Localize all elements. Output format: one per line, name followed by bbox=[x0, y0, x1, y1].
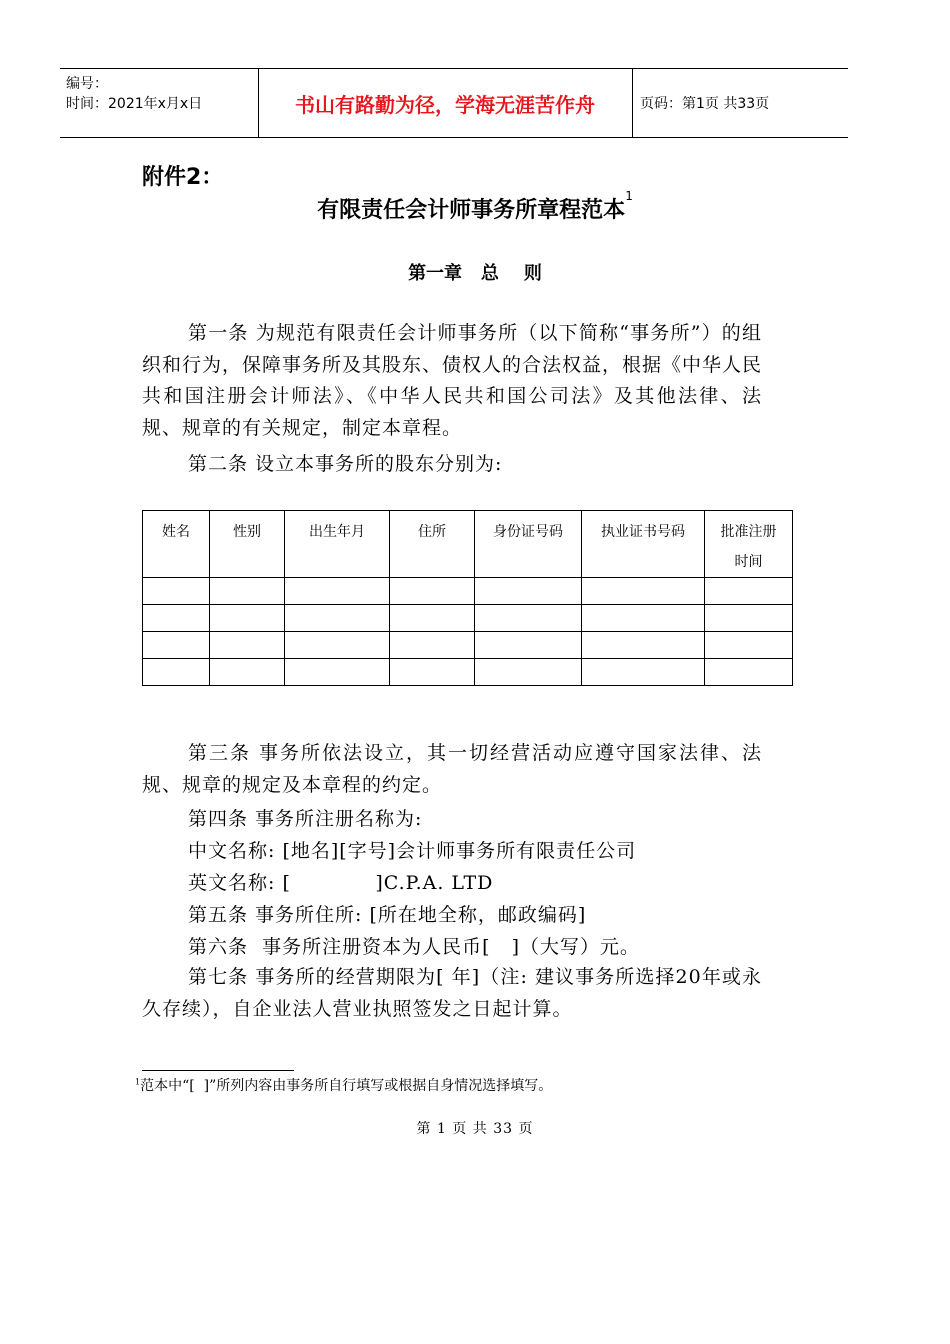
date-label: 时间：2021年x月x日 bbox=[66, 96, 203, 112]
table-row bbox=[143, 659, 793, 686]
header-meta bbox=[60, 69, 259, 137]
footnote-rule bbox=[142, 1070, 294, 1071]
col-header-name: 姓名 bbox=[143, 511, 210, 578]
footnote-ref: 1 bbox=[625, 189, 633, 203]
table-row bbox=[143, 632, 793, 659]
footnote-mark: 1 bbox=[135, 1077, 141, 1087]
header-page-label: 页码：第1页 共33页 bbox=[640, 96, 770, 112]
col-header-id: 身份证号码 bbox=[475, 511, 582, 578]
page-number: 第 1 页 共 33 页 bbox=[416, 1121, 534, 1137]
article-4: 第四条 事务所注册名称为: bbox=[188, 808, 423, 830]
col-header-license: 执业证书号码 bbox=[582, 511, 705, 578]
table-row bbox=[143, 605, 793, 632]
table-row bbox=[143, 578, 793, 605]
col-header-address: 住所 bbox=[390, 511, 475, 578]
col-header-birth: 出生年月 bbox=[285, 511, 390, 578]
number-label: 编号： bbox=[66, 76, 108, 92]
article-4-en-name: 英文名称: [ ]C.P.A. LTD bbox=[188, 872, 494, 894]
document-title-text: 有限责任会计师事务所章程范本 bbox=[317, 198, 626, 223]
chapter-heading: 第一章 总 则 bbox=[408, 263, 542, 284]
table-header-row bbox=[143, 511, 793, 578]
annex-label: 附件2： bbox=[142, 165, 224, 190]
article-1: 第一条 为规范有限责任会计师事务所（以下简称“事务所”）的组织和行为，保障事务所及其股东、债权人的合法权益，根据《中华人民共和国注册会计师法》、《中华人民共和国公司法》及其他法律、法规、规章的有关规定，制定本章程。 bbox=[142, 322, 763, 439]
header-motto: 书山有路勤为径，学海无涯苦作舟 bbox=[258, 69, 633, 137]
page-header bbox=[60, 68, 848, 138]
document-title bbox=[0, 189, 950, 224]
footnote bbox=[135, 1075, 552, 1095]
article-4-cn-name: 中文名称: [地名][字号]会计师事务所有限责任公司 bbox=[188, 840, 637, 862]
article-5: 第五条 事务所住所: [所在地全称，邮政编码] bbox=[188, 904, 587, 926]
col-header-approval: 批准注册时间 bbox=[705, 511, 793, 578]
shareholder-table bbox=[142, 510, 793, 686]
article-6: 第六条 事务所注册资本为人民币[ ]（大写）元。 bbox=[188, 936, 641, 958]
col-header-gender: 性别 bbox=[210, 511, 285, 578]
article-3: 第三条 事务所依法设立，其一切经营活动应遵守国家法律、法规、规章的规定及本章程的约定。 bbox=[142, 742, 762, 796]
article-7: 第七条 事务所的经营期限为[ 年]（注: 建议事务所选择20年或永久存续），自企业法人营业执照签发之日起计算。 bbox=[142, 966, 762, 1020]
footnote-text: 范本中“[ ]”所列内容由事务所自行填写或根据自身情况选择填写。 bbox=[140, 1078, 553, 1094]
article-2: 第二条 设立本事务所的股东分别为: bbox=[188, 453, 503, 475]
